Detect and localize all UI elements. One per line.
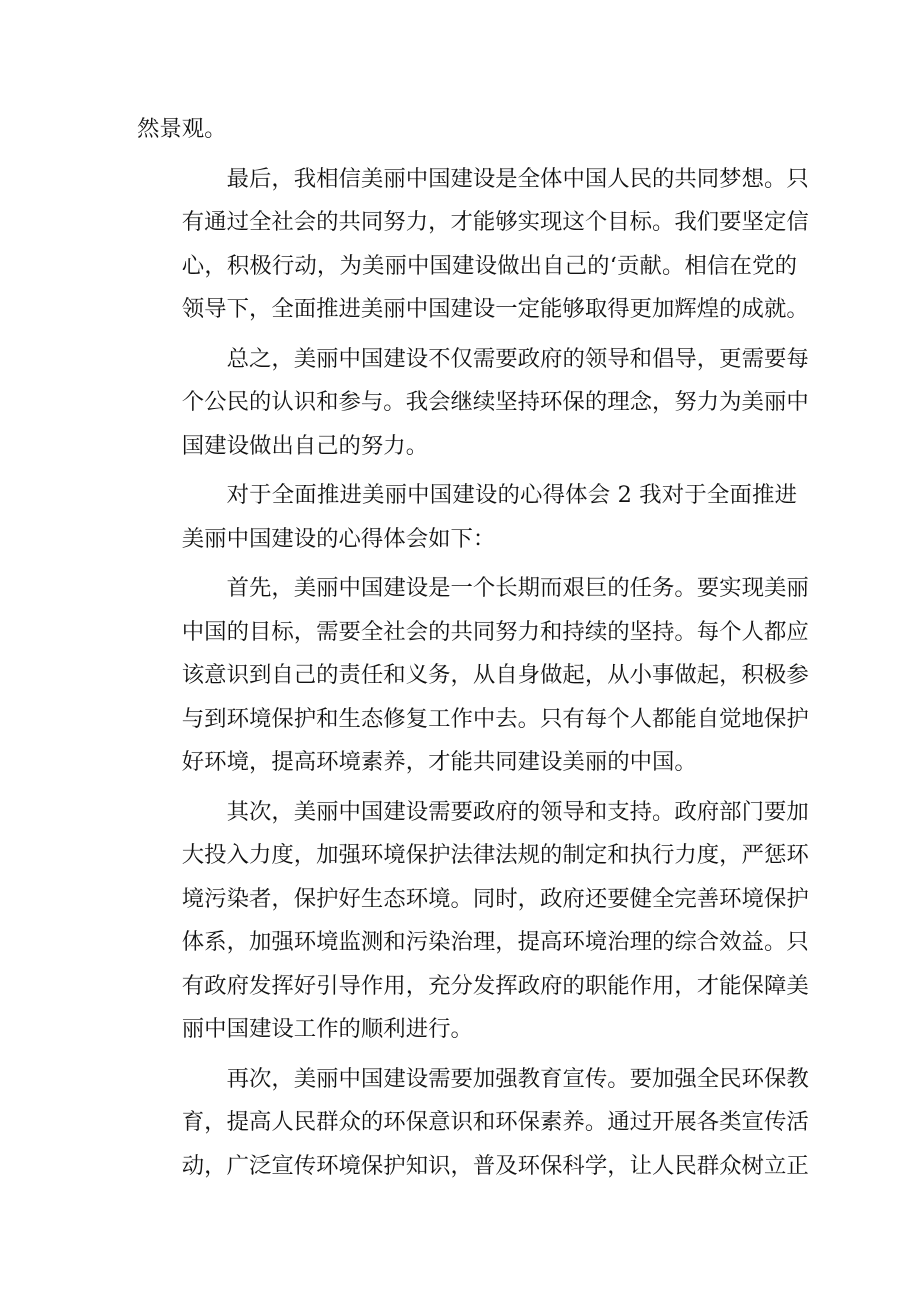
text-line: 体系，加强环境监测和污染治理，提高环境治理的综合效益。只 (181, 929, 809, 955)
paragraph-first-point (137, 567, 809, 785)
paragraph-section-heading (137, 474, 797, 561)
text-line: 大投入力度，加强环境保护法律法规的制定和执行力度，严惩环 (181, 842, 809, 868)
text-line: 个公民的认识和参与。我会继续坚持环保的理念，努力为美丽中 (181, 389, 809, 415)
paragraph-conclusion-dream (137, 158, 809, 332)
text-line: 然景观。 (137, 116, 227, 142)
text-line: 心，积极行动，为美丽中国建设做出自己的‘贡献。相信在党的 (181, 252, 797, 279)
paragraph-summary (137, 338, 809, 469)
text-line: 好环境，提高环境素养，才能共同建设美丽的中国。 (181, 749, 697, 775)
text-line: 境污染者，保护好生态环境。同时，政府还要健全完善环境保护 (181, 885, 809, 912)
text-line: 有政府发挥好引导作用，充分发挥政府的职能作用，才能保障美 (181, 972, 809, 999)
document-body (137, 108, 809, 1188)
text-line: 育，提高人民群众的环保意识和环保素养。通过开展各类宣传活 (181, 1109, 809, 1135)
text-line: 中国的目标，需要全社会的共同努力和持续的坚持。每个人都应 (181, 618, 809, 645)
text-line: 国建设做出自己的努力。 (181, 432, 429, 459)
text-line: 最后，我相信美丽中国建设是全体中国人民的共同梦想。只 (226, 165, 809, 192)
text-line: 该意识到自己的责任和义务，从自身做起，从小事做起，积极参 (181, 662, 809, 688)
text-line: 其次，美丽中国建设需要政府的领导和支持。政府部门要加 (226, 798, 809, 825)
text-line: 再次，美丽中国建设需要加强教育宣传。要加强全民环保教 (226, 1065, 809, 1092)
text-line: 与到环境保护和生态修复工作中去。只有每个人都能自觉地保护 (181, 705, 809, 732)
text-line: 对于全面推进美丽中国建设的心得体会 2 我对于全面推进 (226, 482, 797, 508)
paragraph-continuation (137, 108, 797, 152)
text-line: 首先，美丽中国建设是一个长期而艰巨的任务。要实现美丽 (226, 575, 809, 601)
text-line: 动，广泛宣传环境保护知识，普及环保科学，让人民群众树立正 (181, 1152, 809, 1179)
text-line: 有通过全社会的共同努力，才能够实现这个目标。我们要坚定信 (181, 209, 809, 235)
text-line: 美丽中国建设的心得体会如下： (181, 525, 496, 552)
paragraph-second-point (137, 791, 809, 1052)
text-line: 领导下，全面推进美丽中国建设一定能够取得更加辉煌的成就。 (181, 296, 809, 322)
paragraph-third-point (137, 1058, 809, 1189)
text-line: 总之，美丽中国建设不仅需要政府的领导和倡导，更需要每 (226, 345, 809, 372)
text-line: 丽中国建设工作的顺利进行。 (181, 1016, 473, 1042)
